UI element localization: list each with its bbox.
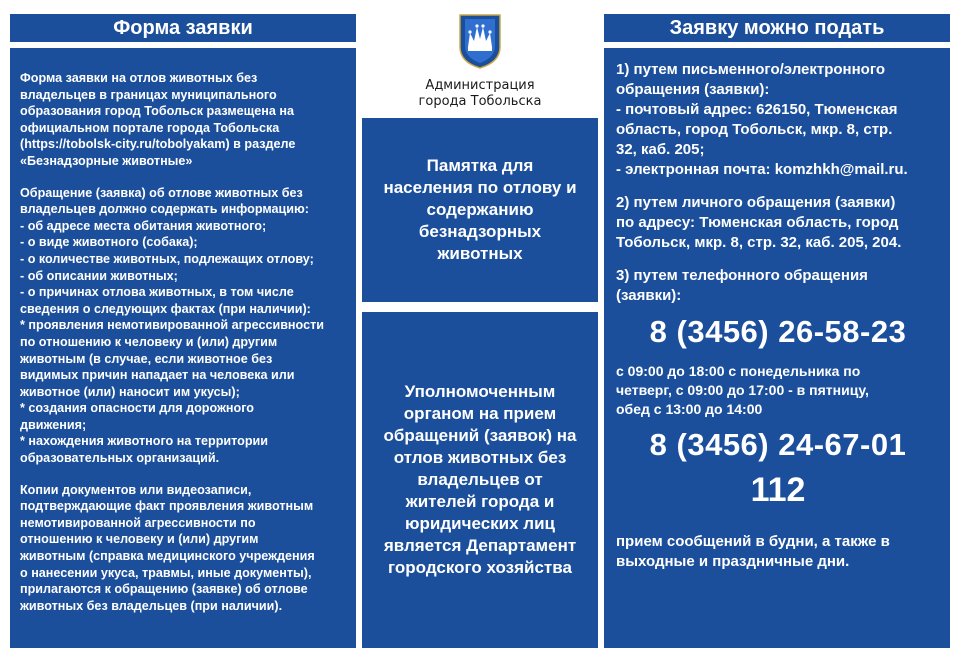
text-line: - о виде животного (собака);: [20, 235, 198, 250]
text-line: обращения (заявки):: [616, 81, 770, 98]
request-content-paragraph: [20, 185, 346, 467]
text-line: подтверждающие факт проявления животным: [20, 499, 314, 514]
text-line: отношению к человеку и (или) другим: [20, 532, 259, 547]
phone-number-secondary: 8 (3456) 24-67-01: [649, 427, 907, 462]
personal-request-block: [616, 193, 940, 253]
text-line: Администрация: [425, 78, 535, 93]
text-line: животное (или) наносит им укусы);: [20, 384, 240, 399]
memo-title-panel: [362, 118, 598, 302]
text-line: владельцев должно содержать информацию:: [20, 202, 309, 217]
text-line: немотивированной агрессивности по: [20, 515, 256, 530]
text-line: животных: [437, 244, 523, 263]
text-line: 1) путем письменного/электронного: [616, 61, 886, 78]
text-line: выходные и праздничные дни.: [616, 553, 850, 570]
authority-panel: [362, 312, 598, 648]
form-info-panel: [10, 48, 356, 648]
text-line: 3) путем телефонного обращения: [616, 267, 868, 284]
text-line: Копии документов или видеозаписи,: [20, 482, 252, 497]
authority-text: [384, 381, 577, 579]
submit-header: Заявку можно подать: [604, 14, 950, 42]
text-line: Обращение (заявка) об отлове животных без: [20, 185, 303, 200]
text-line: Памятка для: [426, 156, 534, 175]
text-line: образования город Тобольск размещена на: [20, 104, 294, 119]
text-line: прием сообщений в будни, а также в: [616, 533, 890, 550]
text-line: юридических лиц: [405, 514, 555, 533]
text-line: животным (справка медицинского учреждения: [20, 549, 315, 564]
written-request-block: [616, 60, 940, 180]
text-line: образовательных организаций.: [20, 451, 220, 466]
text-line: * создания опасности для дорожного: [20, 401, 254, 416]
text-line: (заявки):: [616, 287, 682, 304]
text-line: 2) путем личного обращения (заявки): [616, 194, 896, 211]
emergency-number: 112: [750, 471, 806, 509]
text-line: с 09:00 до 18:00 с понедельника по: [616, 363, 861, 379]
reception-note: [616, 532, 940, 572]
text-line: безнадзорных: [418, 222, 542, 241]
text-line: - почтовый адрес: 626150, Тюменская: [616, 101, 898, 118]
tobolsk-coat-of-arms-icon: [458, 13, 502, 69]
text-line: владельцев от: [417, 470, 543, 489]
text-line: жителей города и: [405, 492, 555, 511]
form-location-paragraph: [20, 70, 346, 170]
text-line: населения по отлову и: [383, 178, 577, 197]
text-line: животных без владельцев (при наличии).: [20, 598, 283, 613]
text-line: прилагаются к обращению (заявке) об отлове: [20, 582, 308, 597]
submission-methods-panel: [604, 48, 950, 648]
text-line: область, город Тобольск, мкр. 8, стр.: [616, 121, 893, 138]
working-hours: [616, 362, 940, 419]
text-line: - об описании животных;: [20, 268, 178, 283]
text-line: * проявления немотивированной агрессивности: [20, 318, 324, 333]
administration-caption: [362, 78, 598, 110]
text-line: «Безнадзорные животные»: [20, 153, 193, 168]
text-line: - о причинах отлова животных, в том числе: [20, 285, 294, 300]
text-line: сведения о следующих фактах (при наличии):: [20, 301, 311, 316]
text-line: города Тобольска: [418, 94, 542, 109]
text-line: отлов животных без: [393, 448, 567, 467]
text-line: обед с 13:00 до 14:00: [616, 401, 763, 417]
text-line: по отношению к человеку и (или) другим: [20, 334, 278, 349]
memo-title: [383, 155, 576, 265]
text-line: о нанесении укуса, травмы, иные документы),: [20, 565, 312, 580]
text-line: животным (в случае, если животное без: [20, 351, 273, 366]
text-line: (https://tobolsk-city.ru/tobolyakam) в разделе: [20, 137, 296, 152]
attachments-paragraph: [20, 482, 346, 615]
text-line: - электронная почта: komzhkh@mail.ru.: [616, 161, 908, 178]
phone-number-primary: 8 (3456) 26-58-23: [649, 314, 907, 349]
text-line: Тобольск, мкр. 8, стр. 32, каб. 205, 204.: [616, 234, 902, 251]
text-line: владельцев в границах муниципального: [20, 87, 277, 102]
text-line: городского хозяйства: [388, 558, 572, 577]
text-line: Форма заявки на отлов животных без: [20, 71, 258, 85]
form-header: Форма заявки: [10, 14, 356, 42]
text-line: видимых причин нападает на человека или: [20, 368, 295, 383]
text-line: движения;: [20, 417, 87, 432]
text-line: по адресу: Тюменская область, город: [616, 214, 899, 231]
text-line: содержанию: [426, 200, 534, 219]
text-line: обращений (заявок) на: [383, 426, 577, 445]
text-line: * нахождения животного на территории: [20, 434, 268, 449]
text-line: органом на прием: [403, 404, 557, 423]
text-line: 32, каб. 205;: [616, 141, 705, 158]
text-line: является Департамент: [383, 536, 577, 555]
text-line: - об адресе места обитания животного;: [20, 218, 267, 233]
text-line: четверг, с 09:00 до 17:00 - в пятницу,: [616, 382, 869, 398]
text-line: Уполномоченным: [404, 382, 556, 401]
text-line: - о количестве животных, подлежащих отлову;: [20, 251, 314, 266]
phone-request-block: [616, 266, 940, 306]
text-line: официальном портале города Тобольска: [20, 120, 280, 135]
